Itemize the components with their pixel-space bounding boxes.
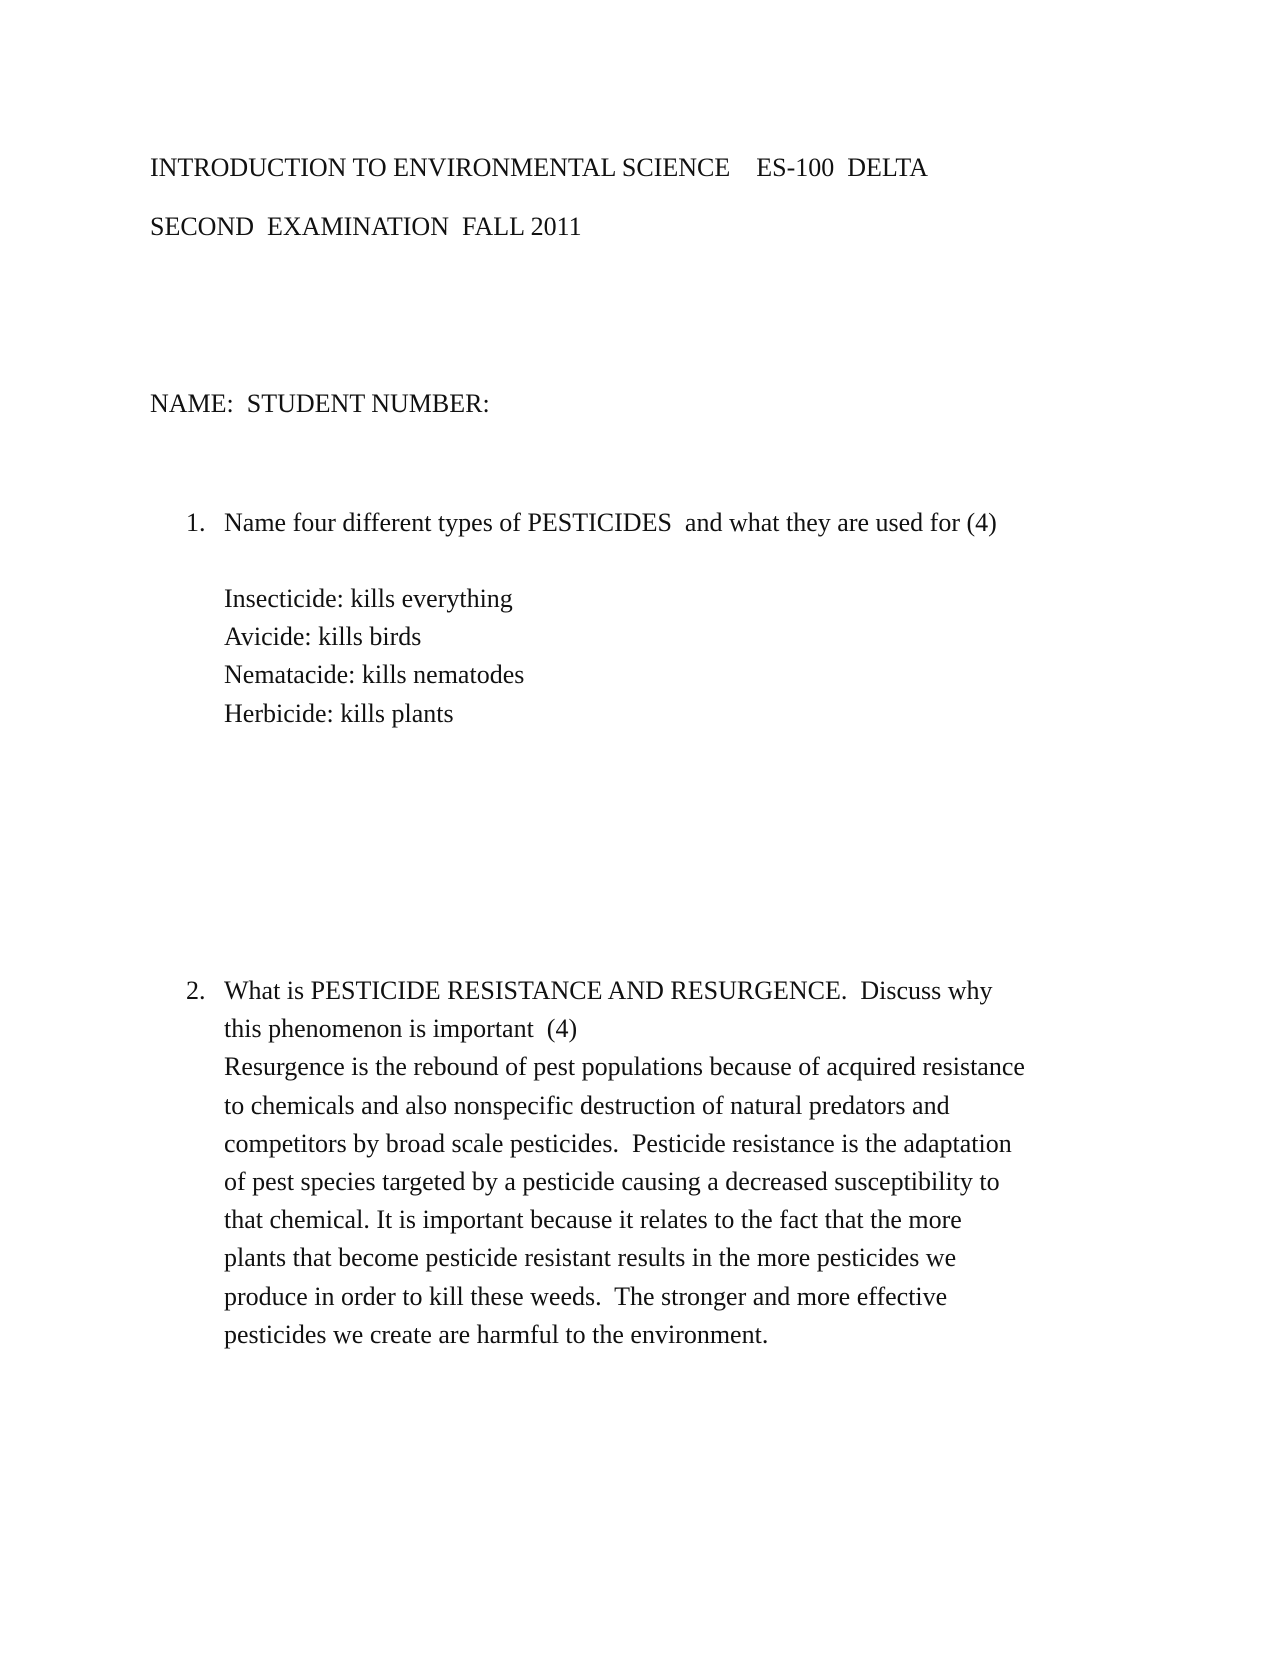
answer-line: Herbicide: kills plants — [224, 698, 454, 728]
question-2-line: What is PESTICIDE RESISTANCE AND RESURGENCE. Discuss why — [224, 976, 993, 1005]
answer-line: Nematacide: kills nematodes — [224, 660, 525, 690]
question-2-number: 2. — [186, 976, 206, 1005]
exam-title: SECOND EXAMINATION FALL 2011 — [150, 212, 582, 241]
answer-line: Insecticide: kills everything — [224, 584, 513, 613]
question-1-prompt: Name four different types of PESTICIDES and what they are used for (4) — [224, 508, 997, 537]
name-student-number-line: NAME: STUDENT NUMBER: — [150, 389, 490, 418]
answer-line: Avicide: kills birds — [224, 622, 422, 652]
question-1-number: 1. — [186, 508, 206, 537]
answer-line: produce in order to kill these weeds. The stronger and more effective — [224, 1281, 948, 1311]
answer-line: Resurgence is the rebound of pest populations because of acquired resistance — [224, 1052, 1025, 1082]
answer-line: competitors by broad scale pesticides. Pesticide resistance is the adaptation — [224, 1128, 1012, 1158]
question-1-answers — [224, 580, 524, 733]
answer-line: to chemicals and also nonspecific destruction of natural predators and — [224, 1090, 950, 1120]
answer-line: that chemical. It is important because it relates to the fact that the more — [224, 1205, 962, 1235]
answer-line: pesticides we create are harmful to the environment. — [224, 1319, 769, 1349]
answer-line: plants that become pesticide resistant results in the more pesticides we — [224, 1243, 957, 1273]
answer-line: of pest species targeted by a pesticide causing a decreased susceptibility to — [224, 1167, 1000, 1197]
course-title: INTRODUCTION TO ENVIRONMENTAL SCIENCE ES-100 DELTA — [150, 153, 928, 182]
question-2-body — [224, 972, 1144, 1354]
question-2-line: this phenomenon is important (4) — [224, 1014, 578, 1044]
